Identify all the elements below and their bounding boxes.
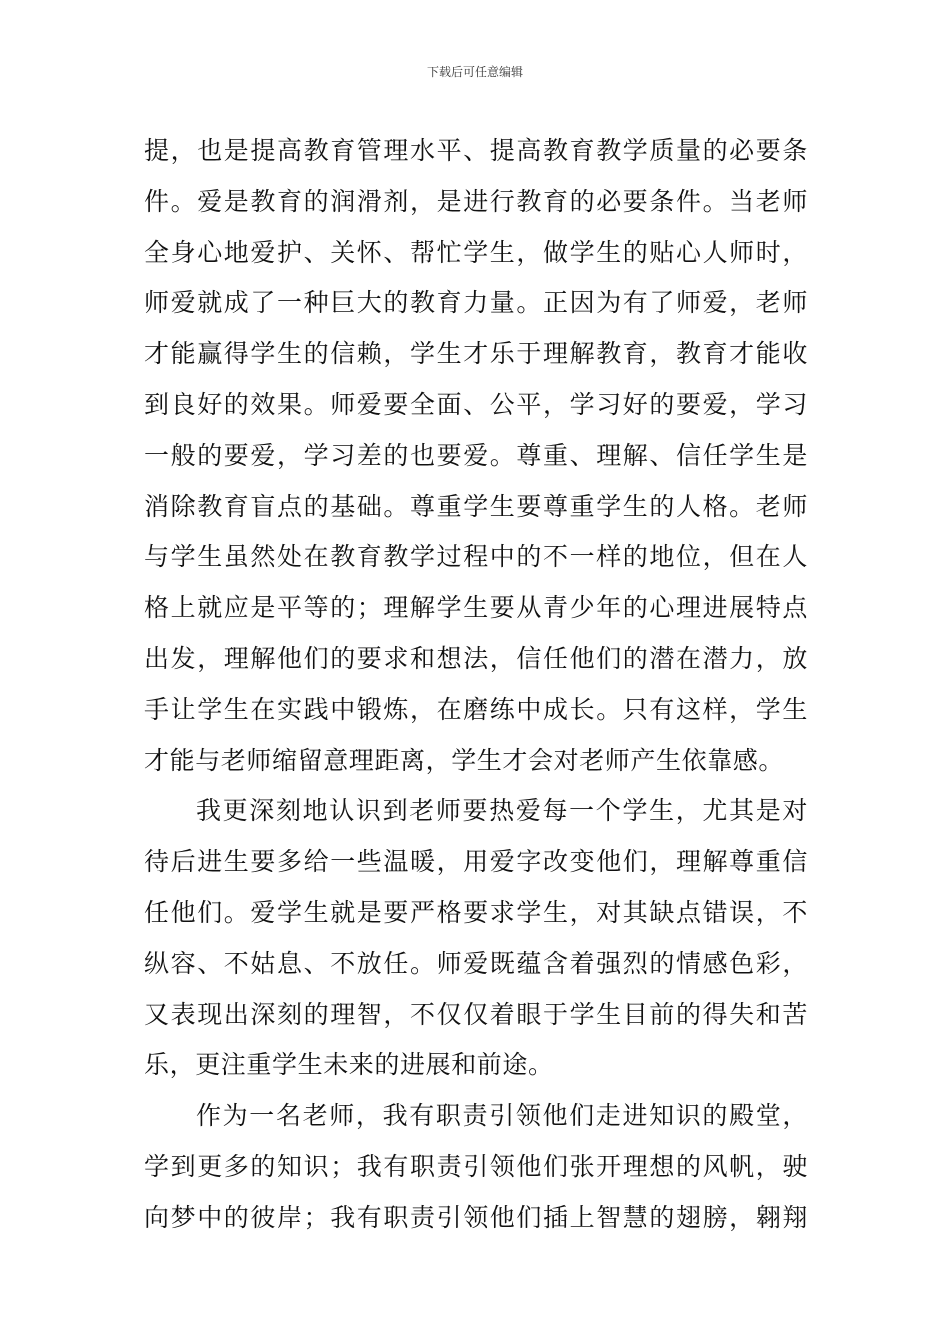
text-line: 全身心地爱护、关怀、帮忙学生，做学生的贴心人师时， bbox=[144, 237, 808, 267]
paragraph-3 bbox=[144, 1091, 808, 1243]
paragraph-1 bbox=[144, 126, 808, 786]
text-line: 纵容、不姑息、不放任。师爱既蕴含着强烈的情感色彩， bbox=[144, 948, 808, 978]
text-line-indented: 我更深刻地认识到老师要热爱每一个学生，尤其是对 bbox=[196, 796, 808, 826]
text-line: 与学生虽然处在教育教学过程中的不一样的地位，但在人 bbox=[144, 542, 808, 572]
text-line-indented: 作为一名老师，我有职责引领他们走进知识的殿堂， bbox=[196, 1101, 808, 1131]
text-line: 才能与老师缩留意理距离，学生才会对老师产生依靠感。 bbox=[144, 745, 785, 775]
text-line: 师爱就成了一种巨大的教育力量。正因为有了师爱，老师 bbox=[144, 288, 808, 318]
text-line: 才能赢得学生的信赖，学生才乐于理解教育，教育才能收 bbox=[144, 339, 808, 369]
text-line: 手让学生在实践中锻炼，在磨练中成长。只有这样，学生 bbox=[144, 694, 808, 724]
text-line: 又表现出深刻的理智，不仅仅着眼于学生目前的得失和苦 bbox=[144, 999, 808, 1029]
text-line: 出发，理解他们的要求和想法，信任他们的潜在潜力，放 bbox=[144, 643, 808, 673]
text-line: 待后进生要多给一些温暖，用爱字改变他们，理解尊重信 bbox=[144, 847, 808, 877]
text-line: 任他们。爱学生就是要严格要求学生，对其缺点错误，不 bbox=[144, 897, 808, 927]
text-line: 格上就应是平等的；理解学生要从青少年的心理进展特点 bbox=[144, 593, 808, 623]
text-line: 乐，更注重学生未来的进展和前途。 bbox=[144, 1050, 554, 1080]
text-line: 一般的要爱，学习差的也要爱。尊重、理解、信任学生是 bbox=[144, 440, 808, 470]
paragraph-2 bbox=[144, 786, 808, 1091]
text-line: 提，也是提高教育管理水平、提高教育教学质量的必要条 bbox=[144, 136, 808, 165]
text-line: 消除教育盲点的基础。尊重学生要尊重学生的人格。老师 bbox=[144, 491, 808, 521]
page-header-note: 下载后可任意编辑 bbox=[426, 65, 523, 79]
document-body bbox=[144, 126, 808, 1244]
text-line: 向梦中的彼岸；我有职责引领他们插上智慧的翅膀，翱翔 bbox=[144, 1202, 808, 1232]
text-line: 到良好的效果。师爱要全面、公平，学习好的要爱，学习 bbox=[144, 389, 808, 419]
text-line: 件。爱是教育的润滑剂，是进行教育的必要条件。当老师 bbox=[144, 186, 808, 216]
text-line: 学到更多的知识；我有职责引领他们张开理想的风帆，驶 bbox=[144, 1151, 808, 1181]
